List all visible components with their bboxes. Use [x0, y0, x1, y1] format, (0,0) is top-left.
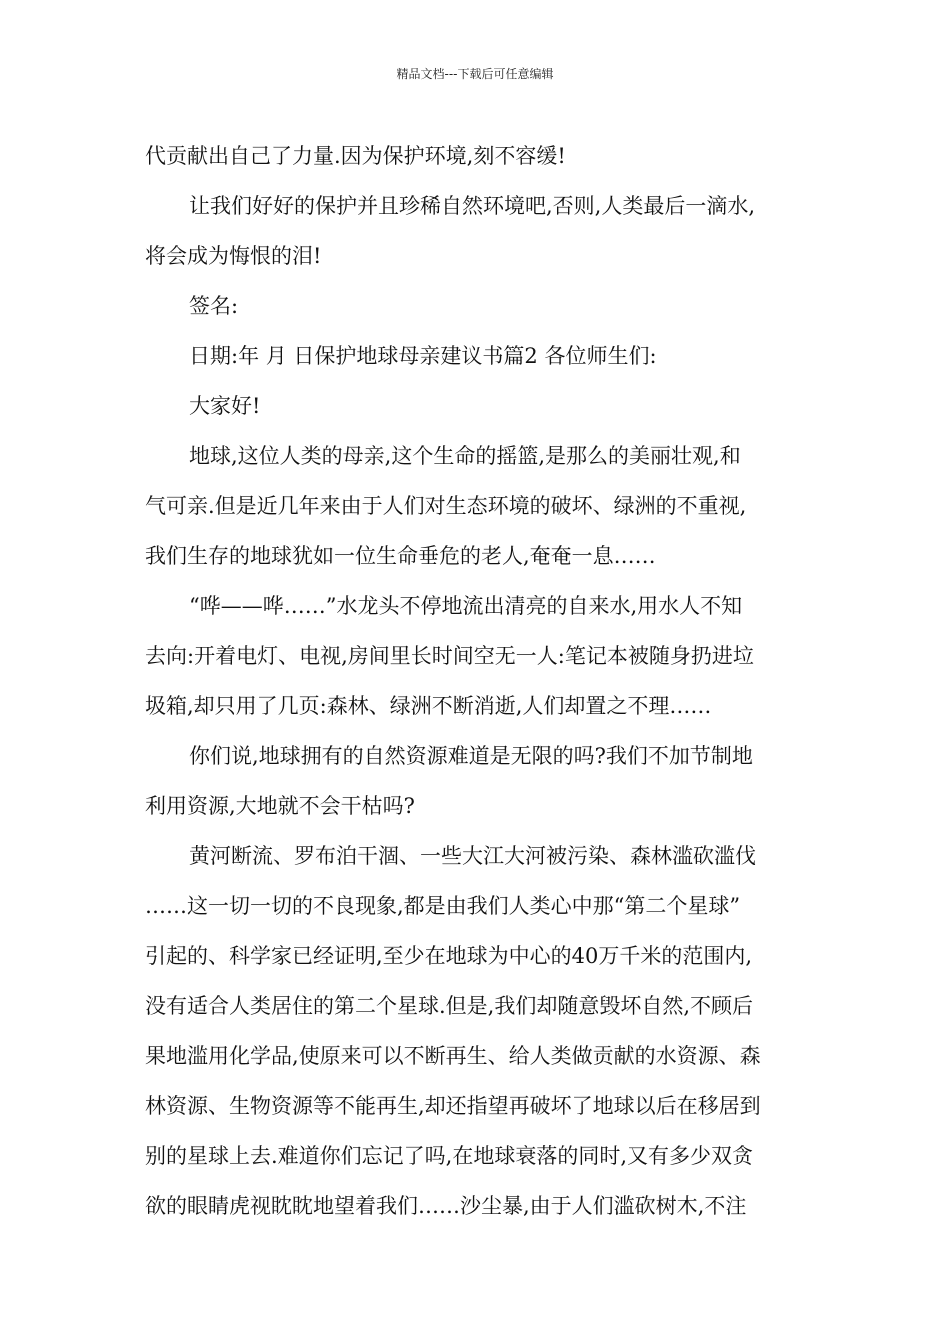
paragraph-line: “哗——哗……”水龙头不停地流出清亮的自来水,用水人不知: [189, 594, 743, 618]
paragraph-line: 黄河断流、罗布泊干涸、一些大江大河被污染、森林滥砍滥伐: [189, 844, 756, 868]
paragraph-line: 果地滥用化学品,使原来可以不断再生、给人类做贡献的水资源、森: [145, 1044, 761, 1068]
paragraph-line: 利用资源,大地就不会干枯吗?: [145, 794, 415, 818]
document-body: [145, 131, 810, 1231]
paragraph-line: 引起的、科学家已经证明,至少在地球为中心的40万千米的范围内,: [145, 944, 753, 968]
paragraph-line: 圾箱,却只用了几页:森林、绿洲不断消逝,人们却置之不理……: [145, 694, 712, 718]
paragraph-line: 你们说,地球拥有的自然资源难道是无限的吗?我们不加节制地: [189, 744, 753, 768]
paragraph-line: 代贡献出自己了力量.因为保护环境,刻不容缓!: [145, 144, 566, 168]
signature-label: 签名:: [189, 294, 239, 318]
paragraph-line: 气可亲.但是近几年来由于人们对生态环境的破坏、绿洲的不重视,: [145, 494, 747, 518]
paragraph-line: 地球,这位人类的母亲,这个生命的摇篮,是那么的美丽壮观,和: [189, 444, 741, 468]
paragraph-line: 没有适合人类居住的第二个星球.但是,我们却随意毁坏自然,不顾后: [145, 994, 754, 1018]
date-line: 日期:年 月 日保护地球母亲建议书篇2 各位师生们:: [189, 344, 657, 368]
greeting-line: 大家好!: [189, 394, 261, 418]
paragraph-line: 让我们好好的保护并且珍稀自然环境吧,否则,人类最后一滴水,: [189, 194, 756, 218]
paragraph-line: 林资源、生物资源等不能再生,却还指望再破坏了地球以后在移居到: [145, 1094, 761, 1118]
paragraph-line: ……这一切一切的不良现象,都是由我们人类心中那“第二个星球”: [145, 894, 741, 918]
paragraph-line: 欲的眼睛虎视眈眈地望着我们……沙尘暴,由于人们滥砍树木,不注: [145, 1194, 747, 1218]
paragraph-line: 将会成为悔恨的泪!: [145, 244, 322, 268]
paragraph-line: 我们生存的地球犹如一位生命垂危的老人,奄奄一息……: [145, 544, 656, 568]
paragraph-line: 去向:开着电灯、电视,房间里长时间空无一人:笔记本被随身扔进垃: [145, 644, 754, 668]
paragraph-line: 别的星球上去.难道你们忘记了吗,在地球衰落的同时,又有多少双贪: [145, 1144, 754, 1168]
page-header: 精品文档---下载后可任意编辑: [396, 67, 554, 81]
